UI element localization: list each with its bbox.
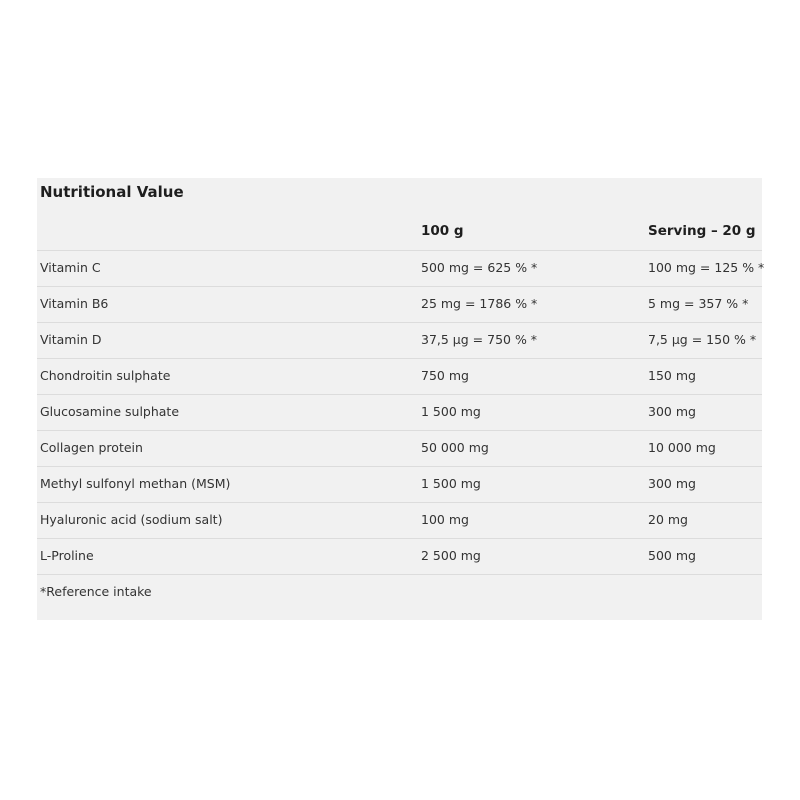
nutrient-name: Methyl sulfonyl methan (MSM) <box>40 476 231 491</box>
header-per-serving: Serving – 20 g <box>648 223 756 239</box>
nutrient-name: Vitamin D <box>40 332 102 347</box>
nutrient-name: L-Proline <box>40 548 94 563</box>
table-header-row <box>37 214 762 251</box>
value-per-serving: 300 mg <box>648 476 696 491</box>
table-body <box>37 251 765 575</box>
table-row <box>37 467 762 503</box>
value-per-100g: 500 mg = 625 % * <box>421 260 538 275</box>
value-per-serving: 5 mg = 357 % * <box>648 296 749 311</box>
value-per-serving: 100 mg = 125 % * <box>648 260 765 275</box>
value-per-100g: 100 mg <box>421 512 469 527</box>
table-row <box>37 539 762 575</box>
value-per-100g: 1 500 mg <box>421 476 481 491</box>
value-per-serving: 20 mg <box>648 512 688 527</box>
table-row <box>37 287 762 323</box>
value-per-serving: 300 mg <box>648 404 696 419</box>
header-per-100g: 100 g <box>421 223 464 239</box>
value-per-100g: 750 mg <box>421 368 469 383</box>
table-title: Nutritional Value <box>40 183 184 201</box>
value-per-serving: 10 000 mg <box>648 440 716 455</box>
value-per-100g: 50 000 mg <box>421 440 489 455</box>
reference-intake-footnote: *Reference intake <box>40 584 152 599</box>
nutrient-name: Vitamin B6 <box>40 296 109 311</box>
nutrient-name: Hyaluronic acid (sodium salt) <box>40 512 223 527</box>
table-row <box>37 323 762 359</box>
value-per-100g: 2 500 mg <box>421 548 481 563</box>
value-per-100g: 37,5 µg = 750 % * <box>421 332 538 347</box>
nutrient-name: Collagen protein <box>40 440 143 455</box>
value-per-serving: 7,5 µg = 150 % * <box>648 332 757 347</box>
nutrition-table <box>37 178 765 620</box>
table-row <box>37 395 762 431</box>
table-row <box>37 251 765 287</box>
value-per-100g: 1 500 mg <box>421 404 481 419</box>
table-row <box>37 503 762 539</box>
value-per-serving: 500 mg <box>648 548 696 563</box>
table-row <box>37 431 762 467</box>
table-row <box>37 359 762 395</box>
value-per-serving: 150 mg <box>648 368 696 383</box>
nutrient-name: Vitamin C <box>40 260 101 275</box>
nutrient-name: Glucosamine sulphate <box>40 404 180 419</box>
value-per-100g: 25 mg = 1786 % * <box>421 296 538 311</box>
nutrient-name: Chondroitin sulphate <box>40 368 171 383</box>
